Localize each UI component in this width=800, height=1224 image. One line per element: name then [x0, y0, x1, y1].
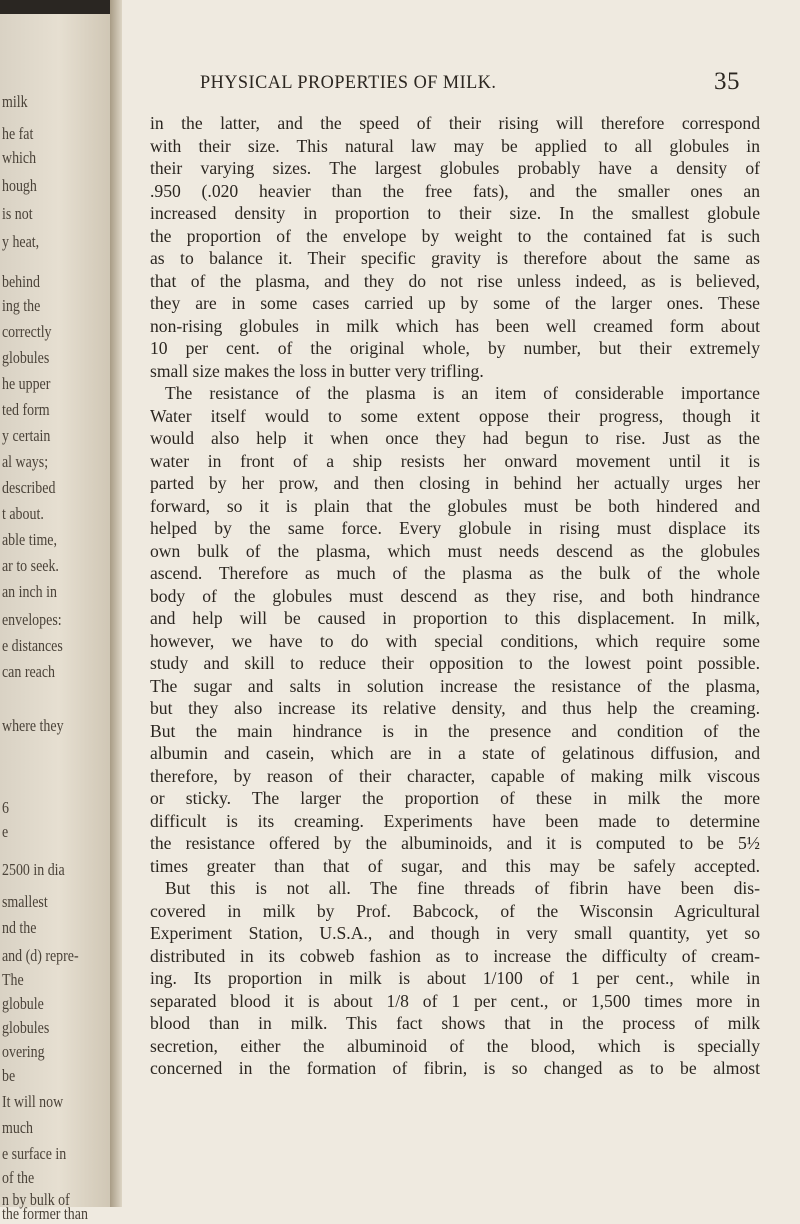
- text-line: would also help it when once they had begun to rise. Just as the: [150, 428, 760, 448]
- text-line: But the main hindrance is in the presence and condition of the: [150, 720, 760, 741]
- margin-fragment: correctly: [2, 322, 52, 341]
- text-line: Water itself would to some extent oppose their progress, though it: [150, 405, 760, 426]
- margin-fragment: envelopes:: [2, 610, 62, 629]
- text-line: blood than in milk. This fact shows that in the process of milk: [150, 1013, 760, 1033]
- margin-fragment: n by bulk of: [2, 1190, 70, 1209]
- body-text: [150, 112, 760, 1080]
- text-line: difficult is its creaming. Experiments have been made to determine: [150, 810, 760, 831]
- text-line: .950 (.020 heavier than the free fats), and the smaller ones an: [150, 180, 760, 201]
- text-line: distributed in its cobweb fashion as to increase the difficulty of cream-: [150, 945, 760, 966]
- text-line: The resistance of the plasma is an item of considerable importance: [165, 383, 760, 403]
- margin-fragment: much: [2, 1118, 33, 1137]
- text-line: parted by her prow, and then closing in behind her actually urges her: [150, 473, 760, 493]
- text-line: that of the plasma, and they do not rise unless indeed, as is believed,: [150, 270, 760, 291]
- margin-fragment: y heat,: [2, 232, 40, 251]
- text-line: albumin and casein, which are in a state of gelatinous diffusion, and: [150, 743, 760, 763]
- text-line: The sugar and salts in solution increase the resistance of the plasma,: [150, 675, 760, 696]
- text-line: study and skill to reduce their opposition to the lowest point possible.: [150, 653, 760, 673]
- margin-fragment: al ways;: [2, 452, 49, 471]
- margin-fragment: ing the: [2, 296, 41, 315]
- text-line: ascend. Therefore as much of the plasma as the bulk of the whole: [150, 563, 760, 583]
- margin-fragment: e surface in: [2, 1144, 67, 1163]
- margin-fragment: which: [2, 148, 37, 167]
- text-line: separated blood it is about 1/8 of 1 per cent., or 1,500 times more in: [150, 990, 760, 1011]
- margin-fragment: The: [2, 970, 24, 989]
- margin-fragment: behind: [2, 272, 40, 291]
- text-line: But this is not all. The fine threads of fibrin have been dis-: [165, 878, 760, 898]
- running-title: PHYSICAL PROPERTIES OF MILK.: [200, 72, 497, 93]
- text-line: the resistance offered by the albuminoids, and it is computed to be 5½: [150, 833, 760, 853]
- margin-fragment: he fat: [2, 124, 34, 143]
- margin-fragment: e: [2, 822, 9, 841]
- margin-fragment: y certain: [2, 426, 51, 445]
- page-number: 35: [714, 68, 740, 95]
- margin-fragment: an inch in: [2, 582, 57, 601]
- margin-fragment: where they: [2, 716, 64, 735]
- text-line: secretion, either the albuminoid of the blood, which is specially: [150, 1035, 760, 1056]
- text-line: but they also increase its relative density, and thus help the creaming.: [150, 698, 760, 718]
- text-line: or sticky. The larger the proportion of these in milk the more: [150, 788, 760, 808]
- binding-shadow: [0, 0, 118, 14]
- text-line: therefore, by reason of their character, capable of making milk viscous: [150, 765, 760, 786]
- margin-fragment: of the: [2, 1168, 35, 1187]
- margin-fragment: able time,: [2, 530, 57, 549]
- text-line: in the latter, and the speed of their rising will therefore correspond: [150, 113, 760, 133]
- text-line: however, we have to do with special conditions, which require some: [150, 630, 760, 651]
- text-line: and help will be caused in proportion to this displacement. In milk,: [150, 608, 760, 628]
- margin-fragment: and (d) repre-: [2, 946, 79, 965]
- margin-fragment: he upper: [2, 374, 51, 393]
- text-line: the proportion of the envelope by weight to the contained fat is such: [150, 225, 760, 246]
- text-line: ing. Its proportion in milk is about 1/100 of 1 per cent., while in: [150, 968, 760, 988]
- previous-page-margin: [0, 0, 118, 1223]
- text-line: increased density in proportion to their size. In the smallest globule: [150, 203, 760, 223]
- margin-fragment: hough: [2, 176, 37, 195]
- text-line: non-rising globules in milk which has been well creamed form about: [150, 315, 760, 336]
- margin-fragment: 6: [2, 798, 9, 817]
- margin-fragment: 2500 in dia: [2, 860, 65, 879]
- margin-fragment: milk: [2, 92, 28, 111]
- margin-fragment: t about.: [2, 504, 44, 523]
- text-line: covered in milk by Prof. Babcock, of the Wisconsin Agricultural: [150, 900, 760, 921]
- margin-fragment: e distances: [2, 636, 63, 655]
- text-line: they are in some cases carried up by some of the larger ones. These: [150, 293, 760, 313]
- margin-fragment: is not: [2, 204, 33, 223]
- margin-fragment: be: [2, 1066, 16, 1085]
- margin-fragment: globules: [2, 1018, 50, 1037]
- margin-fragment: It will now: [2, 1092, 64, 1111]
- margin-fragment: ted form: [2, 400, 50, 419]
- margin-fragment: the former than: [2, 1204, 88, 1223]
- text-line: helped by the same force. Every globule in rising must displace its: [150, 518, 760, 538]
- text-line: small size makes the loss in butter very trifling.: [150, 360, 484, 381]
- text-line: body of the globules must descend as they rise, and both hindrance: [150, 585, 760, 606]
- text-line: concerned in the formation of fibrin, is so changed as to be almost: [150, 1058, 760, 1078]
- book-gutter: [110, 0, 122, 1207]
- text-line: times greater than that of sugar, and this may be safely accepted.: [150, 855, 760, 876]
- margin-fragment: nd the: [2, 918, 37, 937]
- margin-fragment: globule: [2, 994, 44, 1013]
- margin-fragment: smallest: [2, 892, 48, 911]
- margin-fragment: overing: [2, 1042, 45, 1061]
- margin-fragment: described: [2, 478, 56, 497]
- page-header: [200, 68, 740, 95]
- text-line: with their size. This natural law may be applied to all globules in: [150, 135, 760, 156]
- text-line: as to balance it. Their specific gravity is therefore about the same as: [150, 248, 760, 268]
- text-line: 10 per cent. of the original whole, by number, but their extremely: [150, 338, 760, 358]
- text-line: forward, so it is plain that the globules must be both hindered and: [150, 495, 760, 516]
- text-line: own bulk of the plasma, which must needs descend as the globules: [150, 540, 760, 561]
- margin-fragment: can reach: [2, 662, 56, 681]
- margin-fragment: globules: [2, 348, 50, 367]
- text-line: their varying sizes. The largest globules probably have a density of: [150, 158, 760, 178]
- text-line: water in front of a ship resists her onward movement until it is: [150, 450, 760, 471]
- text-line: Experiment Station, U.S.A., and though in very small quantity, yet so: [150, 923, 760, 943]
- margin-fragment: ar to seek.: [2, 556, 59, 575]
